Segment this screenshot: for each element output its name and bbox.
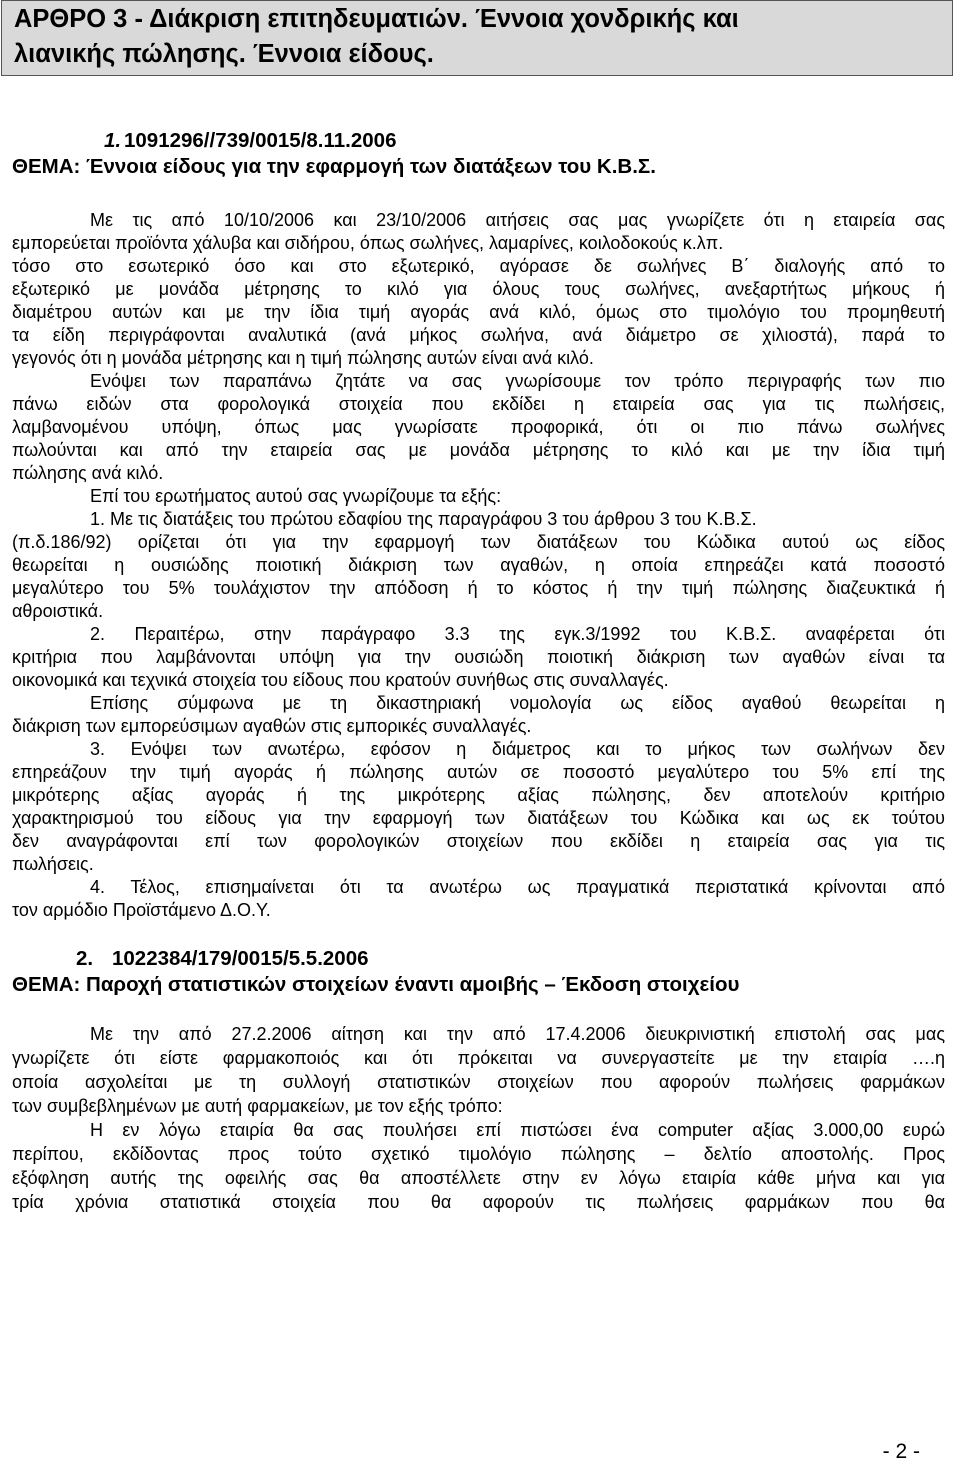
s1-line: χαρακτηρισμού του είδους για την εφαρμογή των διατάξεων του Κώδικα και ως εκ τούτου bbox=[12, 808, 945, 828]
s2-line: οποία ασχολείται με τη συλλογή στατιστικών στοιχείων που αφορούν πωλήσεις φαρμάκων bbox=[12, 1072, 945, 1092]
s1-line: πώλησης ανά κιλό. bbox=[12, 463, 164, 483]
section-1-number: 1. bbox=[104, 129, 122, 152]
s1-line: οικονομικά και τεχνικά στοιχεία του είδους που κρατούν συνήθως στις συναλλαγές. bbox=[12, 670, 669, 690]
s1-line: πάνω ειδών στα φορολογικά στοιχεία που εκδίδει η εταιρεία σας για τις πωλήσεις, bbox=[12, 394, 945, 414]
s1-line: εμπορεύεται προϊόντα χάλυβα και σιδήρου, όπως σωλήνες, λαμαρίνες, κοιλοδοκούς κ.λπ. bbox=[12, 233, 724, 253]
s1-line: εξωτερικό με μονάδα μέτρησης το κιλό για όλους τους σωλήνες, ανεξαρτήτως μήκους ή bbox=[12, 279, 945, 299]
s1-line: λαμβανομένου υπόψη, όπως μας γνωρίσατε προφορικά, ότι οι πιο πάνω σωλήνες bbox=[12, 417, 945, 437]
s1-line: πωλήσεις. bbox=[12, 854, 94, 874]
s1-line: θεωρείται η ουσιώδης ποιοτική διάκριση των αγαθών, η οποία επηρεάζει κατά ποσοστό bbox=[12, 555, 945, 575]
s1-line: 3. Ενόψει των ανωτέρω, εφόσον η διάμετρος και το μήκος των σωλήνων δεν bbox=[90, 739, 945, 759]
s1-line: τόσο στο εσωτερικό όσο και στο εξωτερικό, αγόρασε δε σωλήνες Β΄ διαλογής από το bbox=[12, 256, 945, 276]
section-1-subject: ΘΕΜΑ: Έννοια είδους για την εφαρμογή των διατάξεων του Κ.Β.Σ. bbox=[12, 155, 656, 178]
s1-line: διαμέτρου αυτών και με την ίδια τιμή αγοράς ανά κιλό, όμως στο τιμολόγιο του προμηθευτή bbox=[12, 302, 945, 322]
s2-line: τρία χρόνια στατιστικά στοιχεία που θα αφορούν τις πωλήσεις φαρμάκων που θα bbox=[12, 1192, 945, 1212]
section-2-number: 2. bbox=[76, 947, 94, 970]
s1-line: διάκριση των εμπορεύσιμων αγαθών στις εμπορικές συναλλαγές. bbox=[12, 716, 532, 736]
s1-line: μικρότερης αξίας αγοράς ή της μικρότερης αξίας πώλησης, δεν αποτελούν κριτήριο bbox=[12, 785, 945, 805]
section-2-subject: ΘΕΜΑ: Παροχή στατιστικών στοιχείων έναντι αμοιβής – Έκδοση στοιχείου bbox=[12, 973, 740, 996]
section-1-ref: 1091296//739/0015/8.11.2006 bbox=[124, 129, 397, 152]
s2-line: Η εν λόγω εταιρία θα σας πουλήσει επί πιστώσει ένα computer αξίας 3.000,00 ευρώ bbox=[90, 1120, 945, 1140]
article-title-line-1: ΑΡΘΡΟ 3 - Διάκριση επιτηδευματιών. Έννοια χονδρικής και bbox=[14, 5, 739, 33]
s1-line: Ενόψει των παραπάνω ζητάτε να σας γνωρίσουμε τον τρόπο περιγραφής των πιο bbox=[90, 371, 945, 391]
s1-line: Επίσης σύμφωνα με τη δικαστηριακή νομολογία ως είδος αγαθού θεωρείται η bbox=[90, 693, 945, 713]
s2-line: εξόφληση αυτής της οφειλής σας θα αποστέλλετε στην εν λόγω εταιρία κάθε μήνα και για bbox=[12, 1168, 945, 1188]
s1-line: (π.δ.186/92) ορίζεται ότι για την εφαρμογή των διατάξεων του Κώδικα αυτού ως είδος bbox=[12, 532, 945, 552]
s2-line: περίπου, εκδίδοντας προς τούτο σχετικό τιμολόγιο πώλησης – δελτίο αποστολής. Προς bbox=[12, 1144, 945, 1164]
s1-line: 2. Περαιτέρω, στην παράγραφο 3.3 της εγκ.3/1992 του Κ.Β.Σ. αναφέρεται ότι bbox=[90, 624, 945, 644]
s1-line: κριτήρια που λαμβάνονται υπόψη για την ουσιώδη ποιοτική διάκριση των αγαθών είναι τα bbox=[12, 647, 945, 667]
s2-line: Με την από 27.2.2006 αίτηση και την από 17.4.2006 διευκρινιστική επιστολή σας μας bbox=[90, 1024, 945, 1044]
s2-line: γνωρίζετε ότι είστε φαρμακοποιός και ότι πρόκειται να συνεργαστείτε με την εταιρία ….η bbox=[12, 1048, 945, 1068]
s1-line: επηρεάζουν την τιμή αγοράς ή πώλησης αυτών σε ποσοστό μεγαλύτερο του 5% επί της bbox=[12, 762, 945, 782]
s1-line: 4. Τέλος, επισημαίνεται ότι τα ανωτέρω ως πραγματικά περιστατικά κρίνονται από bbox=[90, 877, 945, 897]
article-title-line-2: λιανικής πώλησης. Έννοια είδους. bbox=[14, 40, 434, 68]
section-2-ref: 1022384/179/0015/5.5.2006 bbox=[112, 947, 369, 970]
s1-line: πωλούνται και από την εταιρεία σας με μονάδα μέτρησης το κιλό και με την ίδια τιμή bbox=[12, 440, 945, 460]
s1-line: τα είδη περιγράφονται αναλυτικά (ανά μήκος σωλήνα, ανά διάμετρο σε χιλιοστά), παρά το bbox=[12, 325, 945, 345]
s1-line: τον αρμόδιο Προϊστάμενο Δ.Ο.Υ. bbox=[12, 900, 271, 920]
article-title bbox=[14, 2, 944, 72]
s2-line: των συμβεβλημένων με αυτή φαρμακείων, με τον εξής τρόπο: bbox=[12, 1096, 503, 1116]
s1-line: αθροιστικά. bbox=[12, 601, 104, 621]
s1-line: 1. Με τις διατάξεις του πρώτου εδαφίου της παραγράφου 3 του άρθρου 3 του Κ.Β.Σ. bbox=[90, 509, 757, 529]
s1-line: δεν αναγράφονται επί των φορολογικών στοιχείων που εκδίδει η εταιρεία σας για τις bbox=[12, 831, 945, 851]
s1-line: Με τις από 10/10/2006 και 23/10/2006 αιτήσεις σας μας γνωρίζετε ότι η εταιρεία σας bbox=[90, 210, 945, 230]
s1-line: γεγονός ότι η μονάδα μέτρησης και η τιμή πώλησης αυτών είναι ανά κιλό. bbox=[12, 348, 594, 368]
page-number: - 2 - bbox=[882, 1440, 920, 1463]
s1-line: Επί του ερωτήματος αυτού σας γνωρίζουμε τα εξής: bbox=[90, 486, 502, 506]
s1-line: μεγαλύτερο του 5% τουλάχιστον την απόδοση ή το κόστος ή την τιμή πώλησης διαζευκτικά ή bbox=[12, 578, 945, 598]
article-header-box bbox=[1, 0, 953, 76]
